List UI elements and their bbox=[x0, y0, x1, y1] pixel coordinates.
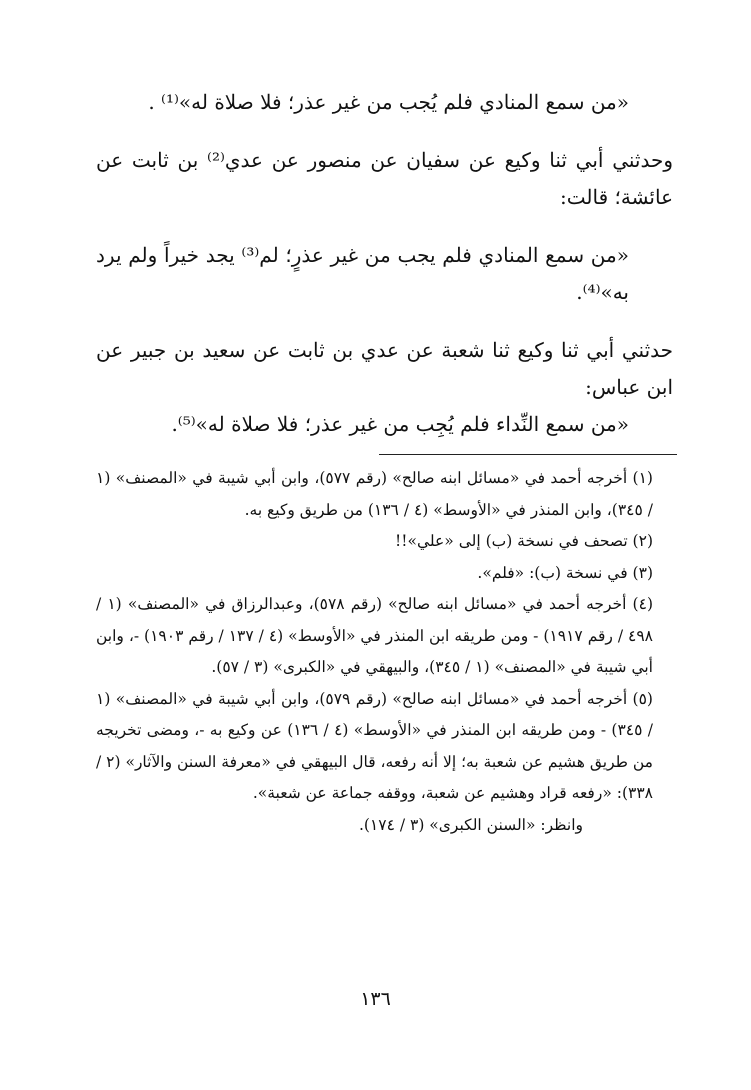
footnote-4: (٤) أخرجه أحمد في «مسائل ابنه صالح» (رقم ٥٧٨)، وعبدالرزاق في «المصنف» (١ / ٤٩٨ / رقم ١٩١٧) - ومن طريقه ابن المنذر في «الأوسط» (٤ / ١٣٧ / رقم ١٩٠٣) -، وابن أبي شيبة في «المصنف» (١ / ٣٤٥)، والبيهقي في «الكبرى» (٣ / ٥٧). bbox=[96, 595, 654, 676]
page-number: ١٣٦ bbox=[360, 988, 391, 1010]
paragraph-2: وحدثني أبي ثنا وكيع عن سفيان عن منصور عن عدي⁽²⁾ بن ثابت عن عائشة؛ قالت: bbox=[96, 148, 673, 209]
main-text bbox=[96, 84, 673, 443]
paragraph-1: «من سمع المنادي فلم يُجب من غير عذر؛ فلا صلاة له»⁽¹⁾ . bbox=[148, 90, 629, 114]
paragraph-4: حدثني أبي ثنا وكيع ثنا شعبة عن عدي بن ثابت عن سعيد بن جبير عن ابن عباس: bbox=[96, 338, 673, 399]
footnotes bbox=[96, 463, 673, 841]
paragraph-5: «من سمع النِّداء فلم يُجِب من غير عذر؛ فلا صلاة له»⁽⁵⁾. bbox=[171, 412, 629, 436]
paragraph-3: «من سمع المنادي فلم يجب من غير عذرٍ؛ لم⁽³⁾ يجد خيراً ولم يرد به»⁽⁴⁾. bbox=[96, 243, 629, 304]
footnote-divider bbox=[379, 454, 677, 455]
footnote-1: (١) أخرجه أحمد في «مسائل ابنه صالح» (رقم ٥٧٧)، وابن أبي شيبة في «المصنف» (١ / ٣٤٥)، وابن المنذر في «الأوسط» (٤ / ١٣٦) من طريق وكيع به. bbox=[96, 469, 653, 519]
footnote-5: (٥) أخرجه أحمد في «مسائل ابنه صالح» (رقم ٥٧٩)، وابن أبي شيبة في «المصنف» (١ / ٣٤٥) - ومن طريقه ابن المنذر في «الأوسط» (٤ / ١٣٦) عن وكيع به -، ومضى تخريجه من طريق هشيم عن شعبة به؛ إلا أنه رفعه، قال البيهقي في «معرفة السنن والآثار» (٢ / ٣٣٨): «رفعه قراد وهشيم عن شعبة، ووقفه جماعة عن شعبة». bbox=[96, 689, 653, 802]
footnote-2: (٢) تصحف في نسخة (ب) إلى «علي»!! bbox=[395, 532, 653, 550]
footnote-see-also: وانظر: «السنن الكبرى» (٣ / ١٧٤). bbox=[358, 815, 583, 834]
footnote-3: (٣) في نسخة (ب): «فلم». bbox=[477, 563, 653, 582]
